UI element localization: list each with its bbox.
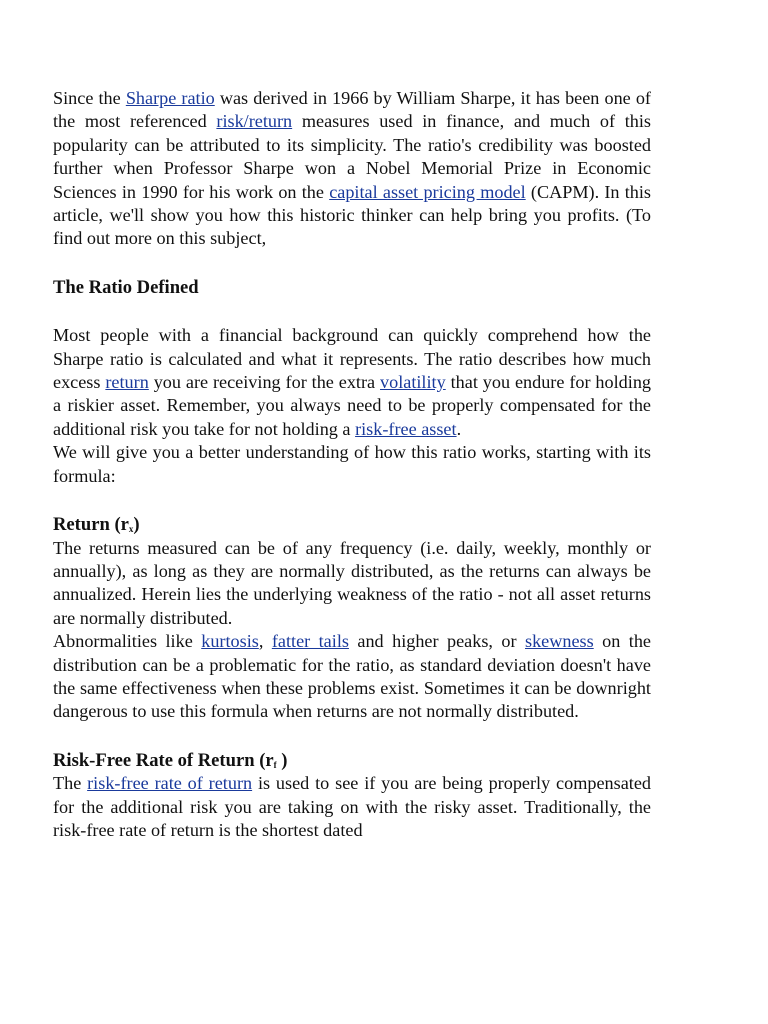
- risk-free-paragraph: [53, 772, 651, 842]
- text-run: Most people with a financial background can quickly comprehend how the Sharpe ratio is calculated and what it represents. The ratio describes how much excess: [53, 325, 651, 393]
- text-run: The: [53, 773, 88, 794]
- article-page: [53, 87, 651, 842]
- heading-subscript: x: [128, 524, 134, 535]
- return-paragraph-1: The returns measured can be of any frequency (i.e. daily, weekly, monthly or annually), as long as they are normally distributed, as the returns can always be annualized. Herein lies the underlying weakness of the ratio - not all asset returns are normally distributed.: [53, 537, 651, 628]
- heading-text: ): [133, 514, 140, 536]
- link-risk-return[interactable]: risk/return: [216, 111, 293, 132]
- heading-risk-free-rate: [53, 749, 651, 772]
- text-run: (CAPM). In this article, we'll show you how this historic thinker can help bring you profits. (To find out more on this subject,: [53, 181, 651, 249]
- heading-text: Return (r: [53, 514, 129, 536]
- text-run: .: [456, 418, 462, 439]
- intro-paragraph: [53, 87, 651, 251]
- text-run: is used to see if you are being properly compensated for the additional risk you are taking on with the risky asset. Traditionally, the risk-free rate of return is the shortest dated: [53, 773, 651, 840]
- link-capm[interactable]: capital asset pricing model: [329, 181, 526, 202]
- text-run: ,: [258, 631, 272, 652]
- link-return[interactable]: return: [105, 372, 149, 393]
- text-run: you are receiving for the extra: [148, 372, 381, 393]
- formula-intro-paragraph: We will give you a better understanding of how this ratio works, starting with its formula:: [53, 442, 651, 486]
- link-risk-free-asset[interactable]: risk-free asset: [355, 418, 457, 439]
- link-fatter-tails[interactable]: fatter tails: [271, 631, 349, 652]
- text-run: on the distribution can be a problematic for the ratio, as standard deviation doesn't have the same effectiveness when these problems exist. Sometimes it can be downright dangerous to use this formula when returns are not normally distributed.: [53, 631, 651, 722]
- text-run: and higher peaks, or: [348, 631, 525, 652]
- return-paragraph-2: [53, 630, 651, 724]
- text-run: that you endure for holding a riskier asset. Remember, you always need to be properly compensated for the additional risk you take for not holding a: [53, 372, 652, 439]
- link-volatility[interactable]: volatility: [380, 372, 446, 393]
- heading-text: ): [276, 749, 288, 771]
- text-run: Since the: [53, 88, 126, 108]
- heading-return: [53, 513, 651, 536]
- heading-text: Risk-Free Rate of Return (r: [53, 749, 274, 771]
- text-run: Abnormalities like: [53, 631, 202, 652]
- text-run: measures used in finance, and much of this popularity can be attributed to its simplicity. The ratio's credibility was boosted further when Professor Sharpe won a Nobel Memorial Prize in Economic Sciences in 1990 for his work on the: [53, 111, 652, 202]
- text-run: was derived in 1966 by William Sharpe, it has been one of the most referenced: [53, 88, 651, 132]
- heading-subscript: f: [273, 759, 277, 770]
- link-skewness[interactable]: skewness: [525, 631, 594, 652]
- heading-ratio-defined: The Ratio Defined: [53, 276, 199, 298]
- link-risk-free-rate-of-return[interactable]: risk-free rate of return: [87, 773, 253, 794]
- link-sharpe-ratio[interactable]: Sharpe ratio: [125, 88, 215, 108]
- link-kurtosis[interactable]: kurtosis: [201, 631, 259, 652]
- ratio-defined-paragraph: [53, 324, 651, 441]
